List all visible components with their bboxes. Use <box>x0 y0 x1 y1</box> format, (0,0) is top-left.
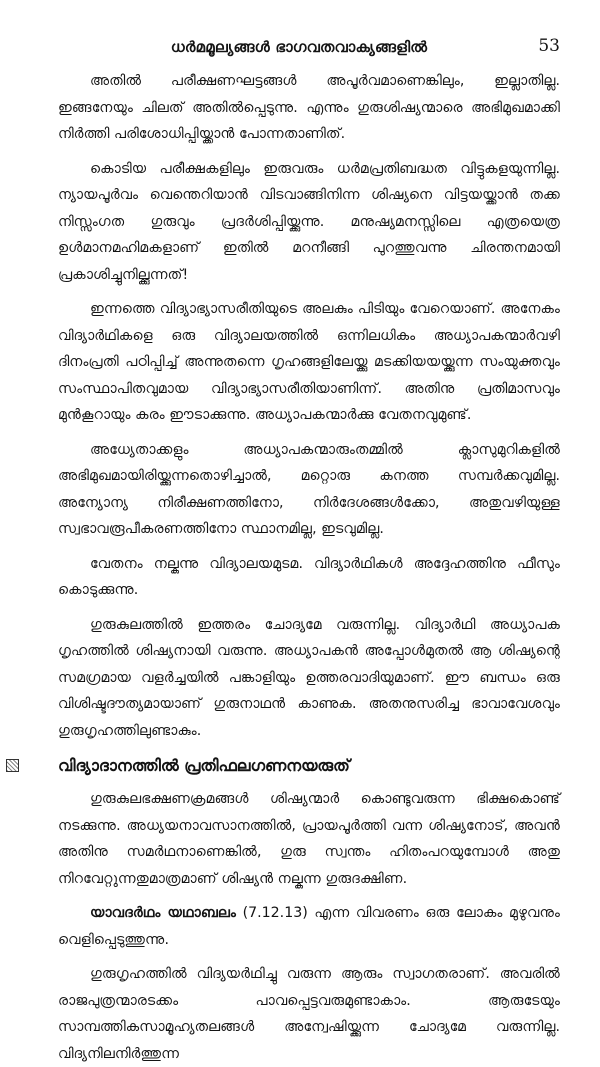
page-header <box>58 28 560 68</box>
section-paragraph-1: ഗുരുകുലഭക്ഷണക്രമങ്ങൾ ശിഷ്യന്മാർ കൊണ്ടുവരുന്ന ഭിക്ഷകൊണ്ട് നടക്കുന്നു. അധ്യയനാവസാനത്തിൽ, പ്രായപൂർത്തി വന്ന ശിഷ്യനോട്, അവൻ അതിനു സമർഥനാണെങ്കിൽ, ഗുരു സ്വന്തം ഹിതംപറയുമ്പോൾ അതു നിറവേറ്റുന്നതുമാത്രമാണ് ശിഷ്യൻ നല്കുന്ന ഗുരുദക്ഷിണ. <box>58 791 560 887</box>
quote-explanation: എന്ന വിവരണം ഒരു ലോകം മുഴുവനും വെളിപ്പെടുത്തുന്നു. <box>58 905 561 948</box>
paragraph-6: ഗുരുകുലത്തിൽ ഇത്തരം ചോദ്യമേ വരുന്നില്ല. വിദ്യാർഥി അധ്യാപക ഗൃഹത്തിൽ ശിഷ്യനായി വരുന്നു. അധ്യാപകൻ അപ്പോൾമുതൽ ആ ശിഷ്യന്റെ സമഗ്രമായ വളർച്ചയിൽ പങ്കാളിയും ഉത്തരവാദിയുമാണ്. ഈ ബന്ധം ഒരു വിശിഷ്ടദൗത്യമായാണ് ഗുരുനാഥൻ കാണുക. അതനുസരിച്ച ഭാവാവേശവും ഗുരുഗൃഹത്തിലുണ്ടാകും. <box>58 616 560 739</box>
section-paragraph-3: ഗുരുഗൃഹത്തിൽ വിദ്യയർഥിച്ചു വരുന്ന ആരും സ്വാഗതരാണ്. അവരിൽ രാജപുത്രന്മാരടക്കം പാവപ്പെട്ടവരുമുണ്ടാകാം. ആരുടേയും സാമ്പത്തികസാമൂഹ്യതലങ്ങൾ അന്വേഷിയ്ക്കുന്ന ചോദ്യമേ വരുന്നില്ല. വിദ്യനിലനിർത്തുന്ന <box>58 966 560 1062</box>
paragraph-5: വേതനം നല്കുന്നു വിദ്യാലയമുടമ. വിദ്യാർഥികൾ അദ്ദേഹത്തിനു ഫീസും കൊടുക്കുന്നു. <box>58 555 560 598</box>
verse-reference: (7.12.13) <box>242 905 308 921</box>
paragraph-4: അധ്യേതാക്കളും അധ്യാപകന്മാരുംതമ്മിൽ ക്ലാസുമുറികളിൽ അഭിമുഖമായിരിയ്ക്കുന്നതൊഴിച്ചാൽ, മറ്റൊരു കനത്ത സമ്പർക്കവുമില്ല. അന്യോന്യ നിരീക്ഷണത്തിനോ, നിർദേശങ്ങൾക്കോ, അതുവഴിയുള്ള സ്വഭാവരൂപീകരണത്തിനോ സ്ഥാനമില്ല, ഇടവുമില്ല. <box>58 441 560 537</box>
paragraph-1: അതിൽ പരീക്ഷണഘട്ടങ്ങൾ അപൂർവമാണെങ്കിലും, ഇല്ലാതില്ല. ഇങ്ങനേയും ചിലത് അതിൽപ്പെടുന്നു. എന്നും ഗുരുശിഷ്യന്മാരെ അഭിമുഖമാക്കി നിർത്തി പരിശോധിപ്പിയ്ക്കാൻ പോന്നതാണിത്. <box>58 73 560 142</box>
section-heading <box>6 752 560 780</box>
paragraph-3: ഇന്നത്തെ വിദ്യാഭ്യാസരീതിയുടെ അലകും പിടിയും വേറെയാണ്. അനേകം വിദ്യാർഥികളെ ഒരു വിദ്യാലയത്തിൽ ഒന്നിലധികം അധ്യാപകന്മാർവഴി ദിനംപ്രതി പഠിപ്പിച്ച് അന്നുതന്നെ ഗൃഹങ്ങളിലേയ്ക്കു മടക്കിയയയ്ക്കുന്ന സംയുക്തവും സംസ്ഥാപിതവുമായ വിദ്യാഭ്യാസരീതിയാണിന്ന്. അതിനു പ്രതിമാസവും മുൻകൂറായും കരം ഈടാക്കുന്നു. അധ്യാപകന്മാർക്കു വേതനവുമുണ്ട്. <box>58 301 560 423</box>
page-number: 53 <box>538 36 560 56</box>
sanskrit-quote: യാവദർഥം യഥാബലം <box>90 905 236 921</box>
hatched-square-bullet-icon <box>6 759 19 772</box>
section-heading-text: വിദ്യാദാനത്തിൽ പ്രതിഫലഗണനയരുത് <box>58 756 350 775</box>
paragraph-2: കൊടിയ പരീക്ഷകളിലും ഇരുവരും ധർമപ്രതിബദ്ധത വിട്ടുകളയുന്നില്ല. ന്യായപൂർവം വെന്തെറിയാൻ വിടവാങ്ങിനിന്ന ശിഷ്യനെ വിട്ടയയ്ക്കാൻ തക്ക നിസ്സംഗത ഗുരുവും പ്രദർശിപ്പിയ്ക്കുന്നു. മനുഷ്യമനസ്സിലെ എത്രയെത്ര ഉൾമാനമഹിമകളാണ് ഇതിൽ മറനീങ്ങി പുറത്തുവന്നു ചിരന്തനമായി പ്രകാശിച്ചുനില്ക്കുന്നത്! <box>58 160 560 283</box>
running-title: ധർമമൂല്യങ്ങൾ ഭാഗവതവാക്യങ്ങളിൽ <box>170 38 428 56</box>
section-paragraph-2 <box>58 900 560 953</box>
